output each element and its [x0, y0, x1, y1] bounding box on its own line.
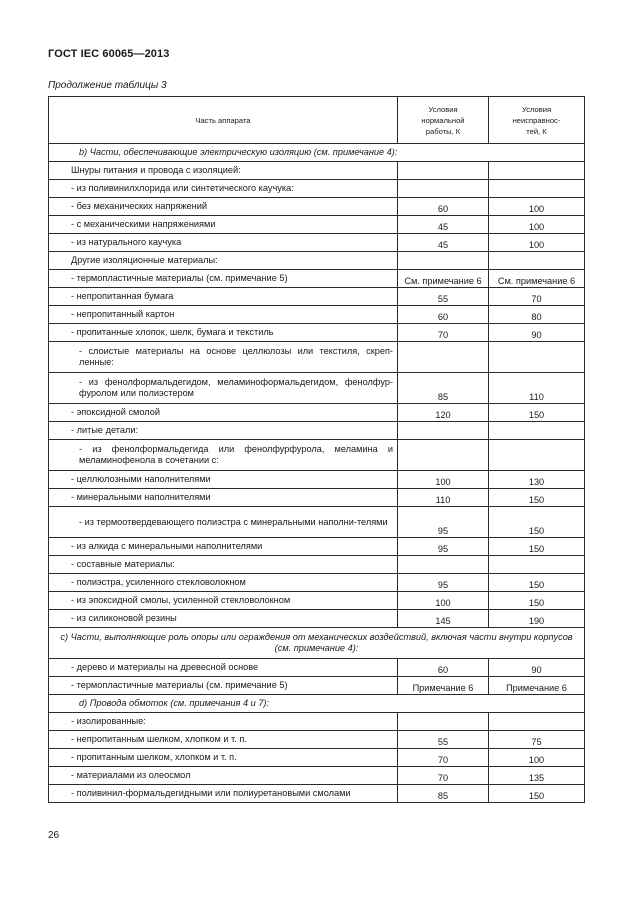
cell-part-name: - непропитанным шелком, хлопком и т. п.	[49, 731, 398, 749]
cell-part-name: - из фенолформальдегидом, меламиноформальдегидом, фенолфур-фуролом или полиэстером	[49, 373, 398, 404]
cell-normal-value: Примечание 6	[398, 677, 489, 695]
cell-fault-value: 150	[489, 785, 585, 803]
table-row	[49, 440, 585, 471]
cell-part-name: - термопластичные материалы (см. примечание 5)	[49, 677, 398, 695]
cell-normal-value: 45	[398, 234, 489, 252]
cell-fault-value	[489, 342, 585, 373]
cell-normal-value: 55	[398, 288, 489, 306]
cell-normal-value: 95	[398, 507, 489, 538]
cell-part-name: - целлюлозными наполнителями	[49, 471, 398, 489]
page-number: 26	[48, 830, 60, 841]
table-row	[49, 422, 585, 440]
cell-part-name: - минеральными наполнителями	[49, 489, 398, 507]
table-row	[49, 695, 585, 713]
cell-fault-value: 135	[489, 767, 585, 785]
table-row	[49, 767, 585, 785]
cell-fault-value: 90	[489, 659, 585, 677]
cell-normal-value	[398, 440, 489, 471]
cell-fault-value: 110	[489, 373, 585, 404]
cell-part-name: - материалами из олеосмол	[49, 767, 398, 785]
table-row	[49, 198, 585, 216]
section-heading: c) Части, выполняющие роль опоры или ограждения от механических воздействий, включая части внутри корпусов (см. примечание 4):	[49, 628, 585, 659]
cell-part-name: - дерево и материалы на древесной основе	[49, 659, 398, 677]
cell-fault-value: 190	[489, 610, 585, 628]
cell-normal-value: 100	[398, 471, 489, 489]
cell-normal-value: 70	[398, 767, 489, 785]
cell-part-name: - слоистые материалы на основе целлюлозы или текстиля, скреп-ленные:	[49, 342, 398, 373]
cell-normal-value	[398, 162, 489, 180]
table-row	[49, 162, 585, 180]
cell-normal-value: 70	[398, 324, 489, 342]
cell-fault-value: 100	[489, 216, 585, 234]
table-row	[49, 306, 585, 324]
cell-normal-value: 120	[398, 404, 489, 422]
cell-fault-value: 100	[489, 198, 585, 216]
table-row	[49, 144, 585, 162]
cell-fault-value: 150	[489, 404, 585, 422]
table-row	[49, 677, 585, 695]
cell-part-name: - из поливинилхлорида или синтетического каучука:	[49, 180, 398, 198]
cell-part-name: - из эпоксидной смолы, усиленной стекловолокном	[49, 592, 398, 610]
table-row	[49, 785, 585, 803]
cell-fault-value	[489, 713, 585, 731]
cell-part-name: - литые детали:	[49, 422, 398, 440]
temperature-table	[48, 96, 585, 803]
cell-part-name: Другие изоляционные материалы:	[49, 252, 398, 270]
cell-part-name: - термопластичные материалы (см. примечание 5)	[49, 270, 398, 288]
cell-normal-value: 95	[398, 574, 489, 592]
table-row	[49, 538, 585, 556]
cell-normal-value: 100	[398, 592, 489, 610]
cell-fault-value: 150	[489, 538, 585, 556]
cell-normal-value: См. примечание 6	[398, 270, 489, 288]
cell-part-name: - без механических напряжений	[49, 198, 398, 216]
cell-normal-value: 85	[398, 785, 489, 803]
cell-part-name: - из термоотвердевающего полиэстра с минеральными наполни-телями	[49, 507, 398, 538]
table-row	[49, 592, 585, 610]
table-row	[49, 373, 585, 404]
cell-fault-value	[489, 440, 585, 471]
cell-fault-value: 75	[489, 731, 585, 749]
cell-normal-value	[398, 556, 489, 574]
table-row	[49, 270, 585, 288]
cell-part-name: - непропитанный картон	[49, 306, 398, 324]
cell-fault-value: Примечание 6	[489, 677, 585, 695]
cell-fault-value: 80	[489, 306, 585, 324]
table-row	[49, 507, 585, 538]
cell-fault-value: См. примечание 6	[489, 270, 585, 288]
cell-normal-value: 145	[398, 610, 489, 628]
table-row	[49, 489, 585, 507]
column-header-normal: Условия нормальной работы, К	[398, 97, 489, 144]
cell-part-name: - пропитанным шелком, хлопком и т. п.	[49, 749, 398, 767]
cell-normal-value	[398, 713, 489, 731]
table-row	[49, 252, 585, 270]
table-row	[49, 659, 585, 677]
table-row	[49, 471, 585, 489]
cell-fault-value: 150	[489, 574, 585, 592]
table-row	[49, 749, 585, 767]
document-title: ГОСТ IEC 60065—2013	[48, 48, 170, 60]
table-row	[49, 610, 585, 628]
table-header-row	[49, 97, 585, 144]
table-row	[49, 324, 585, 342]
section-heading: b) Части, обеспечивающие электрическую изоляцию (см. примечание 4):	[49, 144, 585, 162]
table-row	[49, 342, 585, 373]
cell-normal-value: 55	[398, 731, 489, 749]
cell-fault-value	[489, 162, 585, 180]
table-row	[49, 556, 585, 574]
table-row	[49, 234, 585, 252]
cell-normal-value: 85	[398, 373, 489, 404]
table-row	[49, 180, 585, 198]
cell-part-name: - полиэстра, усиленного стекловолокном	[49, 574, 398, 592]
cell-normal-value: 60	[398, 659, 489, 677]
cell-part-name: - из фенолформальдегида или фенолфурфурола, меламина и меламинофенола в сочетании с:	[49, 440, 398, 471]
column-header-fault: Условия неисправнос-тей, К	[489, 97, 585, 144]
cell-fault-value: 70	[489, 288, 585, 306]
cell-fault-value: 130	[489, 471, 585, 489]
table-body	[49, 144, 585, 803]
cell-part-name: - непропитанная бумага	[49, 288, 398, 306]
table-row	[49, 713, 585, 731]
cell-fault-value: 150	[489, 489, 585, 507]
cell-normal-value: 95	[398, 538, 489, 556]
cell-fault-value	[489, 422, 585, 440]
cell-fault-value: 150	[489, 592, 585, 610]
table-caption: Продолжение таблицы 3	[48, 80, 167, 91]
table-row	[49, 404, 585, 422]
section-heading: d) Провода обмоток (см. примечания 4 и 7):	[49, 695, 585, 713]
table-row	[49, 574, 585, 592]
cell-part-name: - из натурального каучука	[49, 234, 398, 252]
cell-normal-value: 60	[398, 306, 489, 324]
column-header-part: Часть аппарата	[49, 97, 398, 144]
cell-normal-value: 110	[398, 489, 489, 507]
cell-part-name: - изолированные:	[49, 713, 398, 731]
cell-part-name: - составные материалы:	[49, 556, 398, 574]
cell-normal-value	[398, 422, 489, 440]
cell-fault-value	[489, 180, 585, 198]
cell-part-name: - из алкида с минеральными наполнителями	[49, 538, 398, 556]
cell-normal-value	[398, 180, 489, 198]
cell-normal-value: 60	[398, 198, 489, 216]
cell-fault-value	[489, 556, 585, 574]
cell-fault-value: 150	[489, 507, 585, 538]
table-row	[49, 216, 585, 234]
cell-normal-value: 45	[398, 216, 489, 234]
table-row	[49, 731, 585, 749]
cell-part-name: - с механическими напряжениями	[49, 216, 398, 234]
cell-part-name: - поливинил-формальдегидными или полиуретановыми смолами	[49, 785, 398, 803]
cell-fault-value: 100	[489, 234, 585, 252]
cell-normal-value: 70	[398, 749, 489, 767]
cell-fault-value: 90	[489, 324, 585, 342]
cell-part-name: - из силиконовой резины	[49, 610, 398, 628]
cell-fault-value: 100	[489, 749, 585, 767]
cell-normal-value	[398, 252, 489, 270]
cell-normal-value	[398, 342, 489, 373]
cell-part-name: - пропитанные хлопок, шелк, бумага и текстиль	[49, 324, 398, 342]
table-row	[49, 628, 585, 659]
cell-part-name: Шнуры питания и провода с изоляцией:	[49, 162, 398, 180]
cell-part-name: - эпоксидной смолой	[49, 404, 398, 422]
table-row	[49, 288, 585, 306]
cell-fault-value	[489, 252, 585, 270]
